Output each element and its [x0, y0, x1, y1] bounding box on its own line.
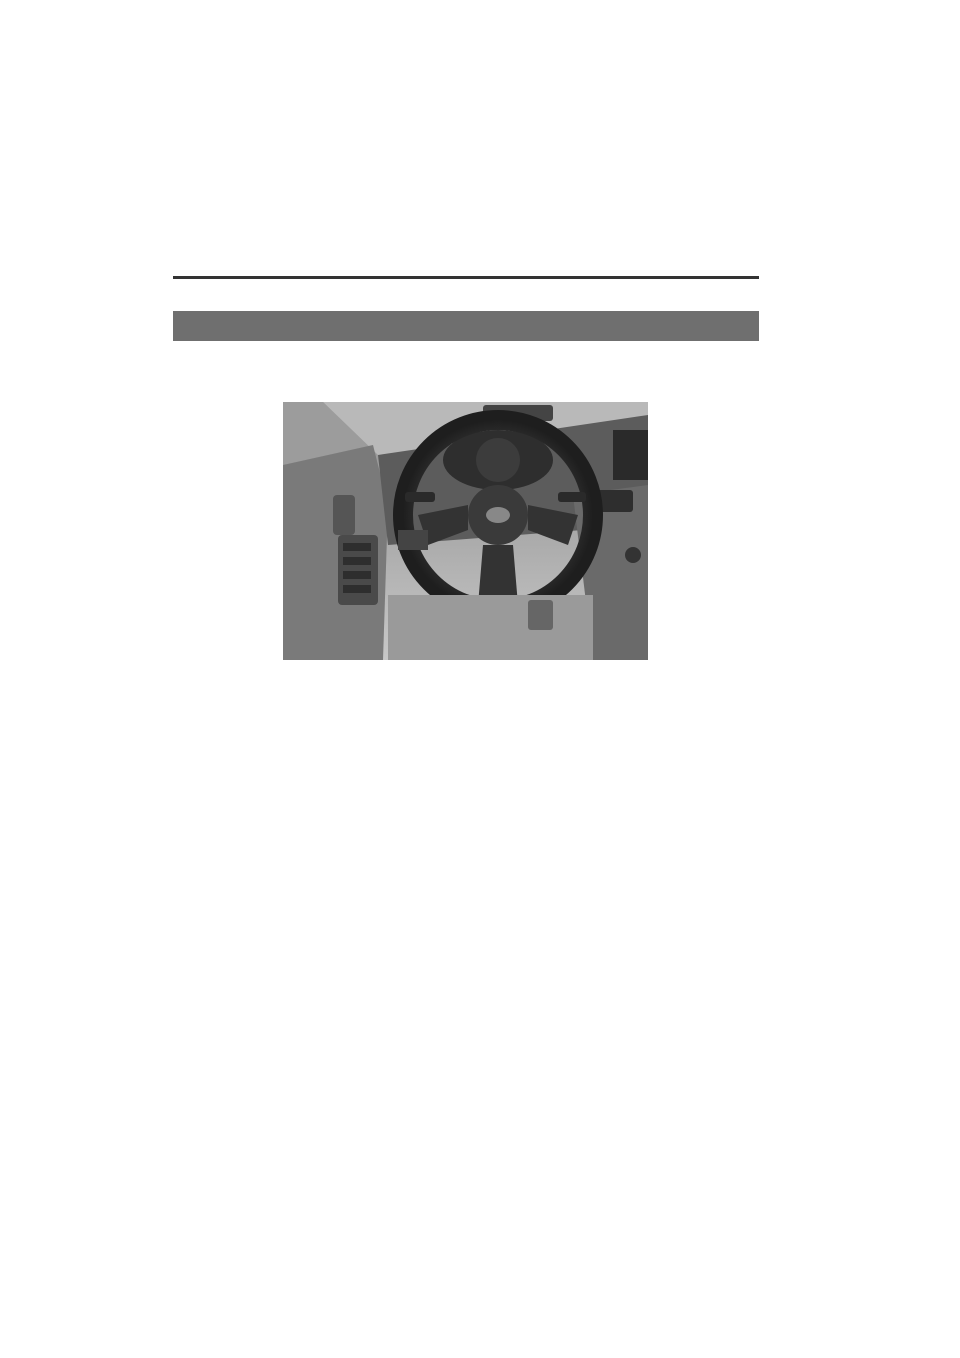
title-divider — [173, 276, 759, 279]
section-banner — [173, 311, 759, 341]
callout-layer — [173, 345, 759, 715]
cockpit-illustration — [173, 345, 759, 715]
